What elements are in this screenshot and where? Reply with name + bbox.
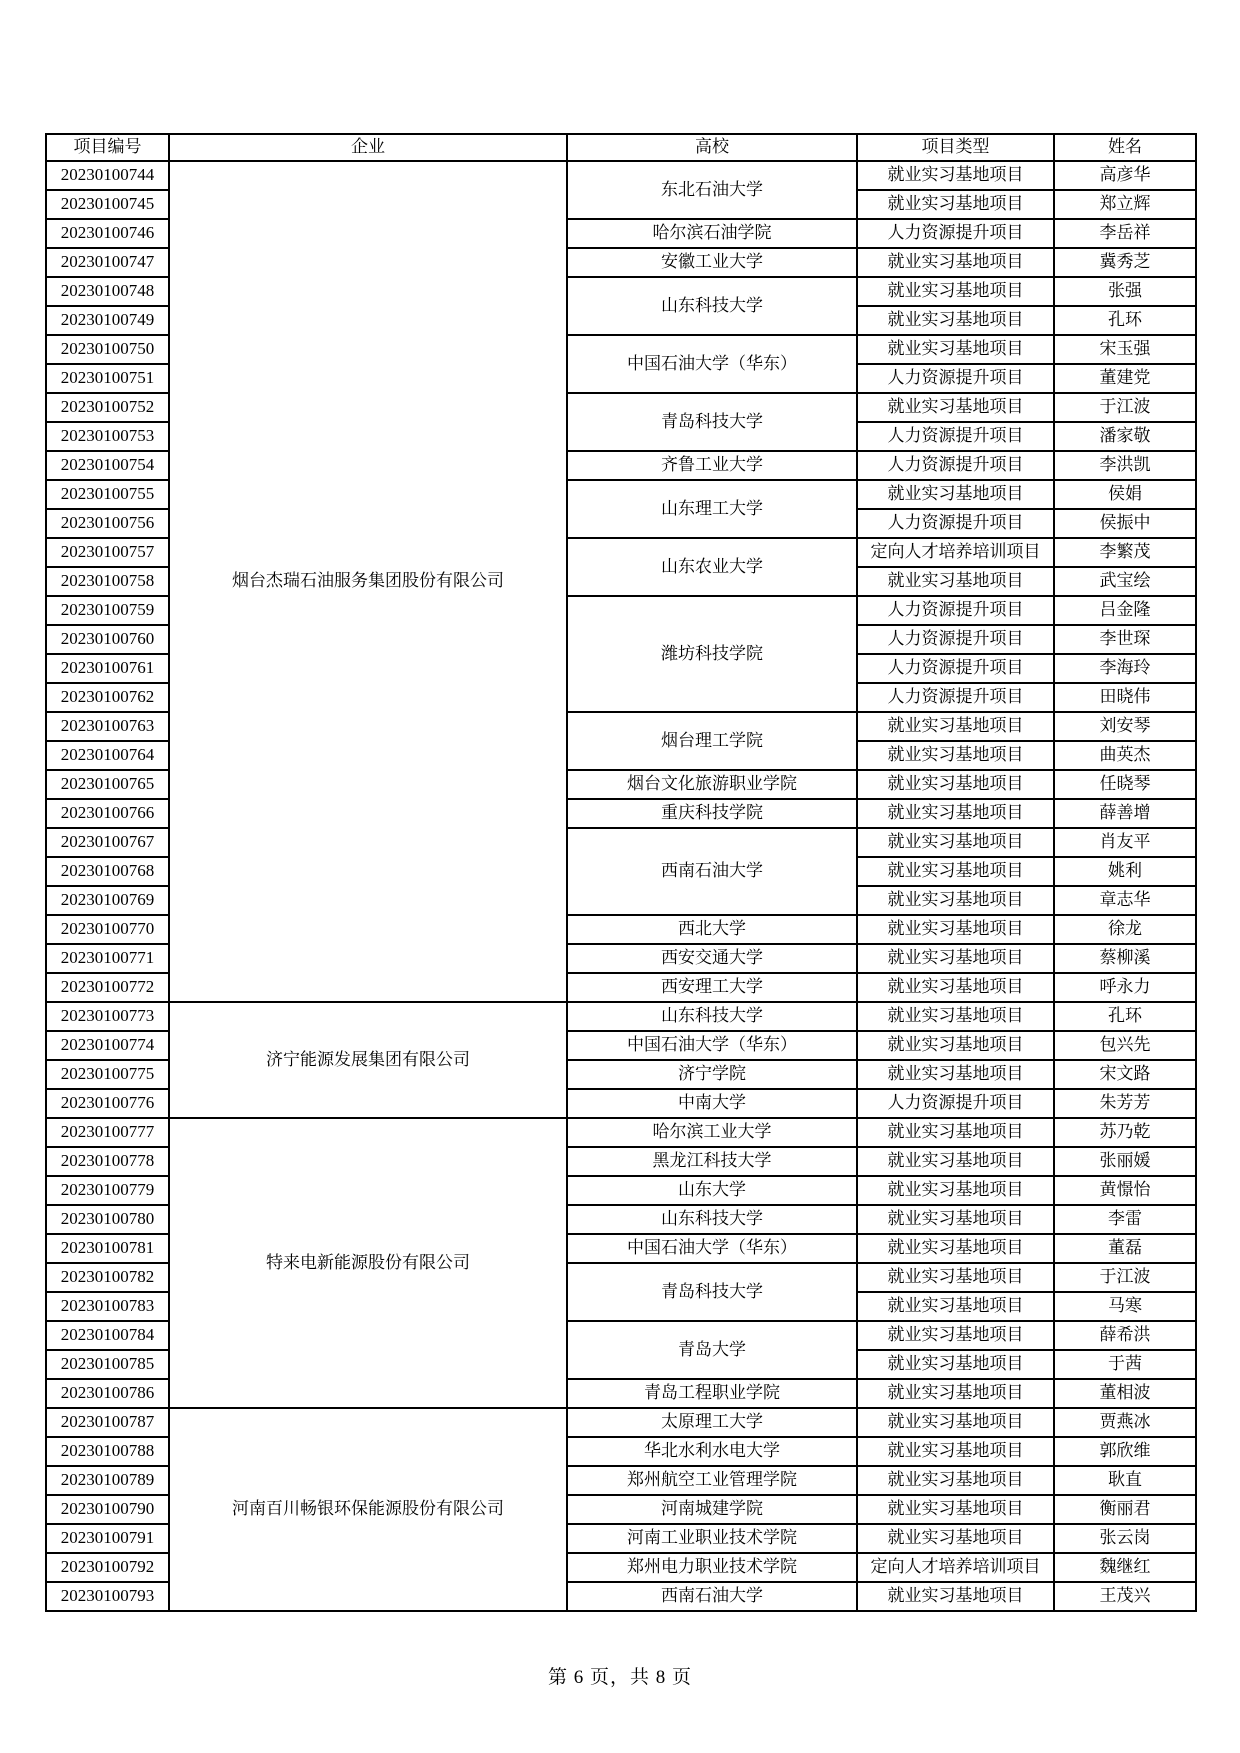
- project-type-cell: 定向人才培养培训项目: [857, 538, 1054, 567]
- person-name-cell: 李岳祥: [1054, 219, 1196, 248]
- project-id-cell: 20230100778: [46, 1147, 169, 1176]
- project-id-cell: 20230100786: [46, 1379, 169, 1408]
- university-cell: 山东大学: [567, 1176, 857, 1205]
- person-name-cell: 徐龙: [1054, 915, 1196, 944]
- project-id-cell: 20230100776: [46, 1089, 169, 1118]
- university-cell: 中国石油大学（华东）: [567, 1234, 857, 1263]
- project-id-cell: 20230100761: [46, 654, 169, 683]
- company-cell: 烟台杰瑞石油服务集团股份有限公司: [169, 161, 567, 1002]
- project-type-cell: 就业实习基地项目: [857, 1350, 1054, 1379]
- project-type-cell: 就业实习基地项目: [857, 1524, 1054, 1553]
- project-type-cell: 就业实习基地项目: [857, 567, 1054, 596]
- project-id-cell: 20230100788: [46, 1437, 169, 1466]
- university-cell: 济宁学院: [567, 1060, 857, 1089]
- project-type-cell: 人力资源提升项目: [857, 1089, 1054, 1118]
- project-type-cell: 就业实习基地项目: [857, 306, 1054, 335]
- project-type-cell: 就业实习基地项目: [857, 190, 1054, 219]
- university-cell: 太原理工大学: [567, 1408, 857, 1437]
- column-header: 项目类型: [857, 134, 1054, 161]
- project-type-cell: 就业实习基地项目: [857, 1466, 1054, 1495]
- project-id-cell: 20230100746: [46, 219, 169, 248]
- column-header: 企业: [169, 134, 567, 161]
- university-cell: 西北大学: [567, 915, 857, 944]
- project-type-cell: 人力资源提升项目: [857, 219, 1054, 248]
- project-id-cell: 20230100755: [46, 480, 169, 509]
- university-cell: 中国石油大学（华东）: [567, 335, 857, 393]
- project-type-cell: 就业实习基地项目: [857, 1582, 1054, 1611]
- project-id-cell: 20230100772: [46, 973, 169, 1002]
- person-name-cell: 任晓琴: [1054, 770, 1196, 799]
- person-name-cell: 董建党: [1054, 364, 1196, 393]
- university-cell: 河南城建学院: [567, 1495, 857, 1524]
- project-type-cell: 人力资源提升项目: [857, 364, 1054, 393]
- project-type-cell: 就业实习基地项目: [857, 1495, 1054, 1524]
- person-name-cell: 包兴先: [1054, 1031, 1196, 1060]
- project-id-cell: 20230100793: [46, 1582, 169, 1611]
- university-cell: 潍坊科技学院: [567, 596, 857, 712]
- project-id-cell: 20230100765: [46, 770, 169, 799]
- project-id-cell: 20230100750: [46, 335, 169, 364]
- project-type-cell: 就业实习基地项目: [857, 712, 1054, 741]
- person-name-cell: 董磊: [1054, 1234, 1196, 1263]
- project-type-cell: 就业实习基地项目: [857, 886, 1054, 915]
- project-type-cell: 就业实习基地项目: [857, 1408, 1054, 1437]
- person-name-cell: 宋玉强: [1054, 335, 1196, 364]
- table-header: [46, 134, 1196, 161]
- project-id-cell: 20230100744: [46, 161, 169, 190]
- project-type-cell: 就业实习基地项目: [857, 1292, 1054, 1321]
- project-type-cell: 就业实习基地项目: [857, 1060, 1054, 1089]
- person-name-cell: 张云岗: [1054, 1524, 1196, 1553]
- university-cell: 山东科技大学: [567, 277, 857, 335]
- person-name-cell: 宋文路: [1054, 1060, 1196, 1089]
- university-cell: 青岛大学: [567, 1321, 857, 1379]
- person-name-cell: 章志华: [1054, 886, 1196, 915]
- person-name-cell: 于江波: [1054, 1263, 1196, 1292]
- person-name-cell: 王茂兴: [1054, 1582, 1196, 1611]
- project-type-cell: 就业实习基地项目: [857, 857, 1054, 886]
- person-name-cell: 李繁茂: [1054, 538, 1196, 567]
- project-type-cell: 就业实习基地项目: [857, 277, 1054, 306]
- person-name-cell: 耿直: [1054, 1466, 1196, 1495]
- project-id-cell: 20230100771: [46, 944, 169, 973]
- page-footer: 第 6 页，共 8 页: [547, 1667, 692, 1688]
- person-name-cell: 魏继红: [1054, 1553, 1196, 1582]
- university-cell: 重庆科技学院: [567, 799, 857, 828]
- table-header-row: [46, 134, 1196, 161]
- project-type-cell: 就业实习基地项目: [857, 828, 1054, 857]
- university-cell: 中国石油大学（华东）: [567, 1031, 857, 1060]
- person-name-cell: 董相波: [1054, 1379, 1196, 1408]
- company-cell: 济宁能源发展集团有限公司: [169, 1002, 567, 1118]
- project-id-cell: 20230100758: [46, 567, 169, 596]
- project-type-cell: 就业实习基地项目: [857, 393, 1054, 422]
- project-type-cell: 就业实习基地项目: [857, 248, 1054, 277]
- project-id-cell: 20230100768: [46, 857, 169, 886]
- project-id-cell: 20230100789: [46, 1466, 169, 1495]
- project-type-cell: 就业实习基地项目: [857, 944, 1054, 973]
- university-cell: 西南石油大学: [567, 828, 857, 915]
- table-body: [46, 161, 1196, 1611]
- project-type-cell: 就业实习基地项目: [857, 1118, 1054, 1147]
- person-name-cell: 贾燕冰: [1054, 1408, 1196, 1437]
- project-id-cell: 20230100754: [46, 451, 169, 480]
- person-name-cell: 李洪凯: [1054, 451, 1196, 480]
- person-name-cell: 孔环: [1054, 1002, 1196, 1031]
- company-cell: 河南百川畅银环保能源股份有限公司: [169, 1408, 567, 1611]
- person-name-cell: 田晓伟: [1054, 683, 1196, 712]
- column-header: 姓名: [1054, 134, 1196, 161]
- column-header: 高校: [567, 134, 857, 161]
- project-id-cell: 20230100751: [46, 364, 169, 393]
- project-type-cell: 就业实习基地项目: [857, 480, 1054, 509]
- company-cell: 特来电新能源股份有限公司: [169, 1118, 567, 1408]
- person-name-cell: 侯振中: [1054, 509, 1196, 538]
- person-name-cell: 冀秀芝: [1054, 248, 1196, 277]
- project-type-cell: 就业实习基地项目: [857, 741, 1054, 770]
- person-name-cell: 武宝绘: [1054, 567, 1196, 596]
- university-cell: 齐鲁工业大学: [567, 451, 857, 480]
- university-cell: 东北石油大学: [567, 161, 857, 219]
- project-id-cell: 20230100756: [46, 509, 169, 538]
- table-row: [46, 161, 1196, 190]
- person-name-cell: 郭欣维: [1054, 1437, 1196, 1466]
- project-type-cell: 人力资源提升项目: [857, 422, 1054, 451]
- project-id-cell: 20230100769: [46, 886, 169, 915]
- university-cell: 西安理工大学: [567, 973, 857, 1002]
- university-cell: 烟台文化旅游职业学院: [567, 770, 857, 799]
- project-id-cell: 20230100787: [46, 1408, 169, 1437]
- project-type-cell: 定向人才培养培训项目: [857, 1553, 1054, 1582]
- column-header: 项目编号: [46, 134, 169, 161]
- project-type-cell: 人力资源提升项目: [857, 683, 1054, 712]
- project-id-cell: 20230100783: [46, 1292, 169, 1321]
- project-id-cell: 20230100745: [46, 190, 169, 219]
- project-type-cell: 就业实习基地项目: [857, 915, 1054, 944]
- project-type-cell: 就业实习基地项目: [857, 1176, 1054, 1205]
- university-cell: 烟台理工学院: [567, 712, 857, 770]
- person-name-cell: 张强: [1054, 277, 1196, 306]
- project-id-cell: 20230100752: [46, 393, 169, 422]
- project-type-cell: 就业实习基地项目: [857, 1379, 1054, 1408]
- project-type-cell: 就业实习基地项目: [857, 335, 1054, 364]
- person-name-cell: 肖友平: [1054, 828, 1196, 857]
- project-type-cell: 就业实习基地项目: [857, 799, 1054, 828]
- project-id-cell: 20230100775: [46, 1060, 169, 1089]
- project-type-cell: 就业实习基地项目: [857, 1263, 1054, 1292]
- project-type-cell: 就业实习基地项目: [857, 1205, 1054, 1234]
- university-cell: 华北水利水电大学: [567, 1437, 857, 1466]
- university-cell: 郑州航空工业管理学院: [567, 1466, 857, 1495]
- project-id-cell: 20230100764: [46, 741, 169, 770]
- project-id-cell: 20230100770: [46, 915, 169, 944]
- project-id-cell: 20230100773: [46, 1002, 169, 1031]
- table-row: [46, 1118, 1196, 1147]
- project-id-cell: 20230100781: [46, 1234, 169, 1263]
- university-cell: 青岛工程职业学院: [567, 1379, 857, 1408]
- project-type-cell: 人力资源提升项目: [857, 509, 1054, 538]
- person-name-cell: 衡丽君: [1054, 1495, 1196, 1524]
- project-type-cell: 就业实习基地项目: [857, 161, 1054, 190]
- project-type-cell: 就业实习基地项目: [857, 973, 1054, 1002]
- project-type-cell: 人力资源提升项目: [857, 596, 1054, 625]
- university-cell: 哈尔滨石油学院: [567, 219, 857, 248]
- university-cell: 西南石油大学: [567, 1582, 857, 1611]
- project-id-cell: 20230100767: [46, 828, 169, 857]
- person-name-cell: 曲英杰: [1054, 741, 1196, 770]
- project-type-cell: 就业实习基地项目: [857, 1031, 1054, 1060]
- person-name-cell: 朱芳芳: [1054, 1089, 1196, 1118]
- project-id-cell: 20230100792: [46, 1553, 169, 1582]
- project-id-cell: 20230100774: [46, 1031, 169, 1060]
- person-name-cell: 张丽媛: [1054, 1147, 1196, 1176]
- project-id-cell: 20230100757: [46, 538, 169, 567]
- project-id-cell: 20230100790: [46, 1495, 169, 1524]
- project-id-cell: 20230100766: [46, 799, 169, 828]
- project-id-cell: 20230100753: [46, 422, 169, 451]
- person-name-cell: 吕金隆: [1054, 596, 1196, 625]
- university-cell: 郑州电力职业技术学院: [567, 1553, 857, 1582]
- projects-table: [45, 133, 1197, 1612]
- project-type-cell: 人力资源提升项目: [857, 625, 1054, 654]
- project-id-cell: 20230100760: [46, 625, 169, 654]
- project-id-cell: 20230100779: [46, 1176, 169, 1205]
- person-name-cell: 李海玲: [1054, 654, 1196, 683]
- university-cell: 山东理工大学: [567, 480, 857, 538]
- project-id-cell: 20230100791: [46, 1524, 169, 1553]
- person-name-cell: 黄憬怡: [1054, 1176, 1196, 1205]
- university-cell: 哈尔滨工业大学: [567, 1118, 857, 1147]
- project-id-cell: 20230100784: [46, 1321, 169, 1350]
- university-cell: 西安交通大学: [567, 944, 857, 973]
- table-row: [46, 1408, 1196, 1437]
- project-type-cell: 人力资源提升项目: [857, 654, 1054, 683]
- university-cell: 山东科技大学: [567, 1002, 857, 1031]
- university-cell: 山东农业大学: [567, 538, 857, 596]
- project-type-cell: 就业实习基地项目: [857, 1437, 1054, 1466]
- project-id-cell: 20230100759: [46, 596, 169, 625]
- person-name-cell: 于茜: [1054, 1350, 1196, 1379]
- project-id-cell: 20230100747: [46, 248, 169, 277]
- person-name-cell: 姚利: [1054, 857, 1196, 886]
- university-cell: 中南大学: [567, 1089, 857, 1118]
- person-name-cell: 孔环: [1054, 306, 1196, 335]
- university-cell: 青岛科技大学: [567, 393, 857, 451]
- project-type-cell: 就业实习基地项目: [857, 1234, 1054, 1263]
- person-name-cell: 薛希洪: [1054, 1321, 1196, 1350]
- person-name-cell: 高彦华: [1054, 161, 1196, 190]
- person-name-cell: 蔡柳溪: [1054, 944, 1196, 973]
- person-name-cell: 马寒: [1054, 1292, 1196, 1321]
- person-name-cell: 侯娟: [1054, 480, 1196, 509]
- person-name-cell: 潘家敬: [1054, 422, 1196, 451]
- person-name-cell: 薛善增: [1054, 799, 1196, 828]
- university-cell: 山东科技大学: [567, 1205, 857, 1234]
- project-type-cell: 就业实习基地项目: [857, 1147, 1054, 1176]
- person-name-cell: 李世琛: [1054, 625, 1196, 654]
- project-type-cell: 就业实习基地项目: [857, 770, 1054, 799]
- project-type-cell: 就业实习基地项目: [857, 1321, 1054, 1350]
- person-name-cell: 郑立辉: [1054, 190, 1196, 219]
- person-name-cell: 李雷: [1054, 1205, 1196, 1234]
- project-id-cell: 20230100749: [46, 306, 169, 335]
- project-id-cell: 20230100762: [46, 683, 169, 712]
- project-id-cell: 20230100777: [46, 1118, 169, 1147]
- person-name-cell: 苏乃乾: [1054, 1118, 1196, 1147]
- project-id-cell: 20230100748: [46, 277, 169, 306]
- university-cell: 青岛科技大学: [567, 1263, 857, 1321]
- table-row: [46, 1002, 1196, 1031]
- project-id-cell: 20230100763: [46, 712, 169, 741]
- project-type-cell: 人力资源提升项目: [857, 451, 1054, 480]
- project-type-cell: 就业实习基地项目: [857, 1002, 1054, 1031]
- person-name-cell: 呼永力: [1054, 973, 1196, 1002]
- person-name-cell: 于江波: [1054, 393, 1196, 422]
- project-id-cell: 20230100782: [46, 1263, 169, 1292]
- project-id-cell: 20230100785: [46, 1350, 169, 1379]
- project-id-cell: 20230100780: [46, 1205, 169, 1234]
- university-cell: 安徽工业大学: [567, 248, 857, 277]
- university-cell: 黑龙江科技大学: [567, 1147, 857, 1176]
- person-name-cell: 刘安琴: [1054, 712, 1196, 741]
- university-cell: 河南工业职业技术学院: [567, 1524, 857, 1553]
